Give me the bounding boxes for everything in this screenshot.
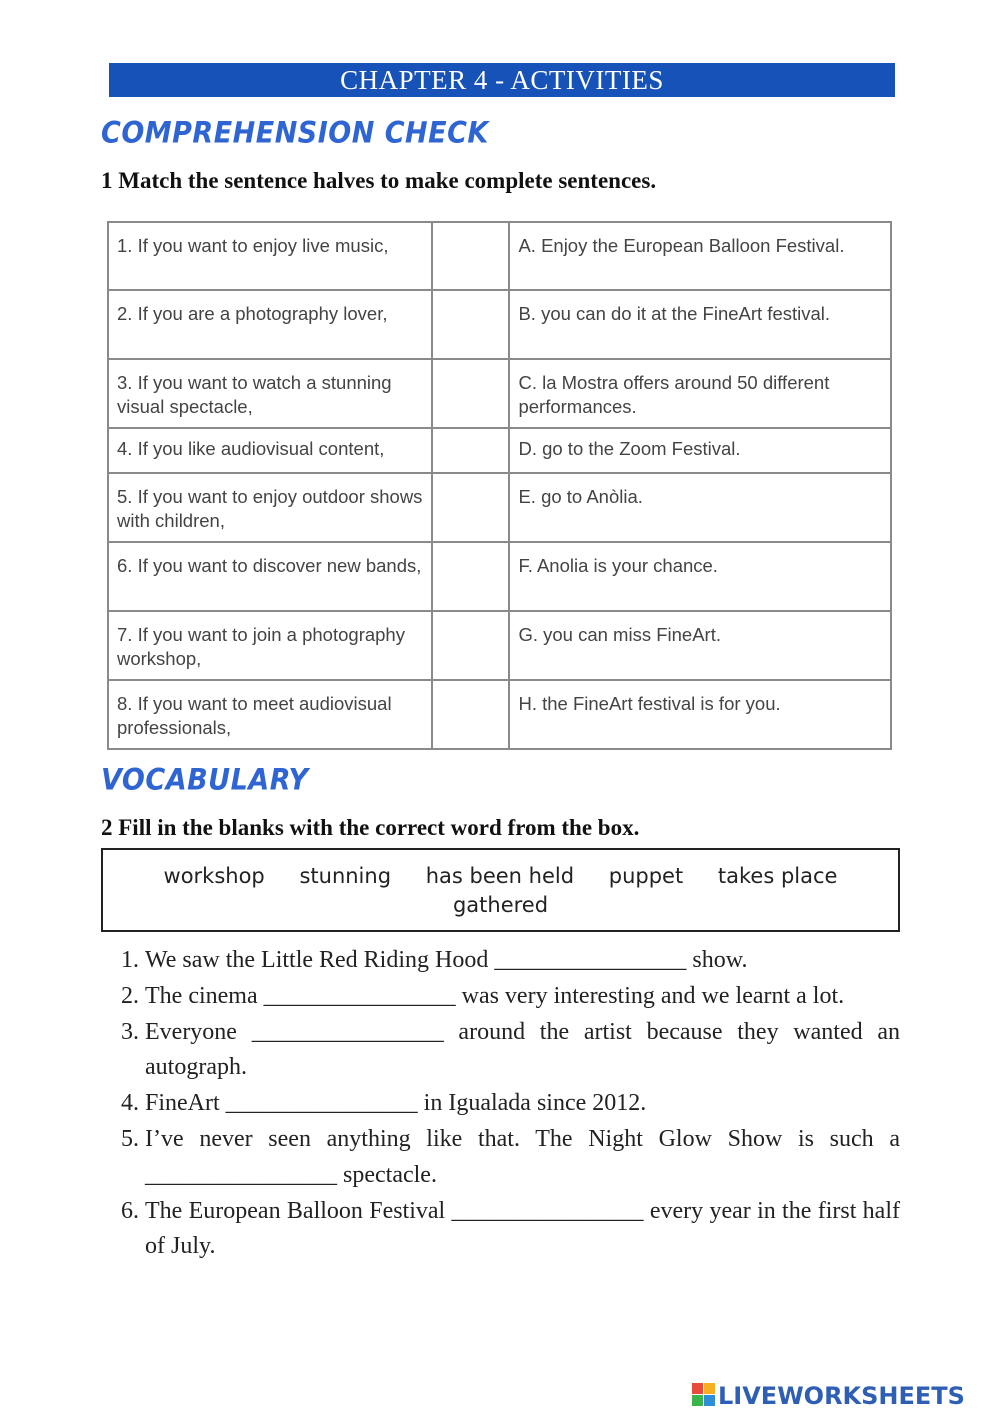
vocabulary-title: VOCABULARY — [101, 763, 309, 798]
match-left-half: 2. If you are a photography lover, — [108, 290, 432, 359]
match-left-half: 7. If you want to join a photography workshop, — [108, 611, 432, 680]
match-left-half: 8. If you want to meet audiovisual professionals, — [108, 680, 432, 749]
match-left-half: 6. If you want to discover new bands, — [108, 542, 432, 611]
match-right-half: F. Anolia is your chance. — [509, 542, 891, 611]
sentence-text[interactable]: The European Balloon Festival ________________ every year in the first half of July. — [145, 1197, 900, 1260]
match-right-half: H. the FineArt festival is for you. — [509, 680, 891, 749]
match-row — [108, 680, 891, 749]
match-answer-cell[interactable] — [432, 359, 509, 428]
chapter-banner: CHAPTER 4 - ACTIVITIES — [109, 63, 895, 97]
match-row — [108, 290, 891, 359]
blank-sentence — [103, 1086, 900, 1122]
word-box-item: workshop — [163, 864, 265, 888]
match-right-half: D. go to the Zoom Festival. — [509, 428, 891, 473]
sentence-number: 3. — [121, 1018, 139, 1045]
word-box — [101, 848, 900, 932]
match-answer-cell[interactable] — [432, 222, 509, 290]
word-box-item: takes place — [717, 864, 838, 888]
match-answer-cell[interactable] — [432, 428, 509, 473]
match-row — [108, 611, 891, 680]
word-box-item: puppet — [608, 864, 684, 888]
sentence-number: 6. — [121, 1197, 139, 1224]
match-answer-cell[interactable] — [432, 473, 509, 542]
match-row — [108, 222, 891, 290]
blank-sentence — [103, 1122, 900, 1194]
match-row — [108, 473, 891, 542]
liveworksheets-logo-icon — [692, 1383, 716, 1407]
blank-sentence — [103, 1015, 900, 1087]
word-box-item: stunning — [299, 864, 392, 888]
sentence-number: 5. — [121, 1125, 139, 1152]
matching-table — [107, 221, 892, 750]
sentence-number: 1. — [121, 947, 139, 973]
match-right-half: C. la Mostra offers around 50 different performances. — [509, 359, 891, 428]
match-answer-cell[interactable] — [432, 542, 509, 611]
word-box-item: gathered — [452, 893, 549, 917]
blank-sentence — [103, 943, 900, 979]
fill-in-blanks-list — [103, 943, 900, 1265]
sentence-text[interactable]: We saw the Little Red Riding Hood ________________ show. — [145, 947, 748, 973]
blank-sentence — [103, 1194, 900, 1266]
sentence-number: 4. — [121, 1090, 139, 1117]
match-left-half: 5. If you want to enjoy outdoor shows with children, — [108, 473, 432, 542]
match-left-half: 1. If you want to enjoy live music, — [108, 222, 432, 290]
sentence-text[interactable]: The cinema ________________ was very interesting and we learnt a lot. — [145, 982, 845, 1009]
match-right-half: B. you can do it at the FineArt festival. — [509, 290, 891, 359]
match-right-half: G. you can miss FineArt. — [509, 611, 891, 680]
match-left-half: 3. If you want to watch a stunning visual spectacle, — [108, 359, 432, 428]
sentence-text[interactable]: FineArt ________________ in Igualada since 2012. — [145, 1090, 647, 1117]
match-row — [108, 542, 891, 611]
liveworksheets-logo-text: LIVEWORKSHEETS — [718, 1382, 965, 1410]
sentence-text[interactable]: Everyone ________________ around the artist because they wanted an autograph. — [145, 1018, 900, 1081]
sentence-number: 2. — [121, 982, 139, 1009]
match-right-half: A. Enjoy the European Balloon Festival. — [509, 222, 891, 290]
sentence-text[interactable]: I’ve never seen anything like that. The Night Glow Show is such a ________________ spectacle. — [145, 1125, 900, 1188]
match-row — [108, 359, 891, 428]
match-answer-cell[interactable] — [432, 290, 509, 359]
match-left-half: 4. If you like audiovisual content, — [108, 428, 432, 473]
word-box-item: has been held — [425, 864, 575, 888]
match-answer-cell[interactable] — [432, 611, 509, 680]
liveworksheets-logo — [692, 1383, 992, 1409]
match-row — [108, 428, 891, 473]
comprehension-check-title: COMPREHENSION CHECK — [101, 116, 489, 151]
blank-sentence — [103, 979, 900, 1015]
comprehension-instruction: 1 Match the sentence halves to make complete sentences. — [101, 168, 657, 193]
match-answer-cell[interactable] — [432, 680, 509, 749]
vocabulary-instruction: 2 Fill in the blanks with the correct word from the box. — [101, 815, 640, 840]
match-right-half: E. go to Anòlia. — [509, 473, 891, 542]
